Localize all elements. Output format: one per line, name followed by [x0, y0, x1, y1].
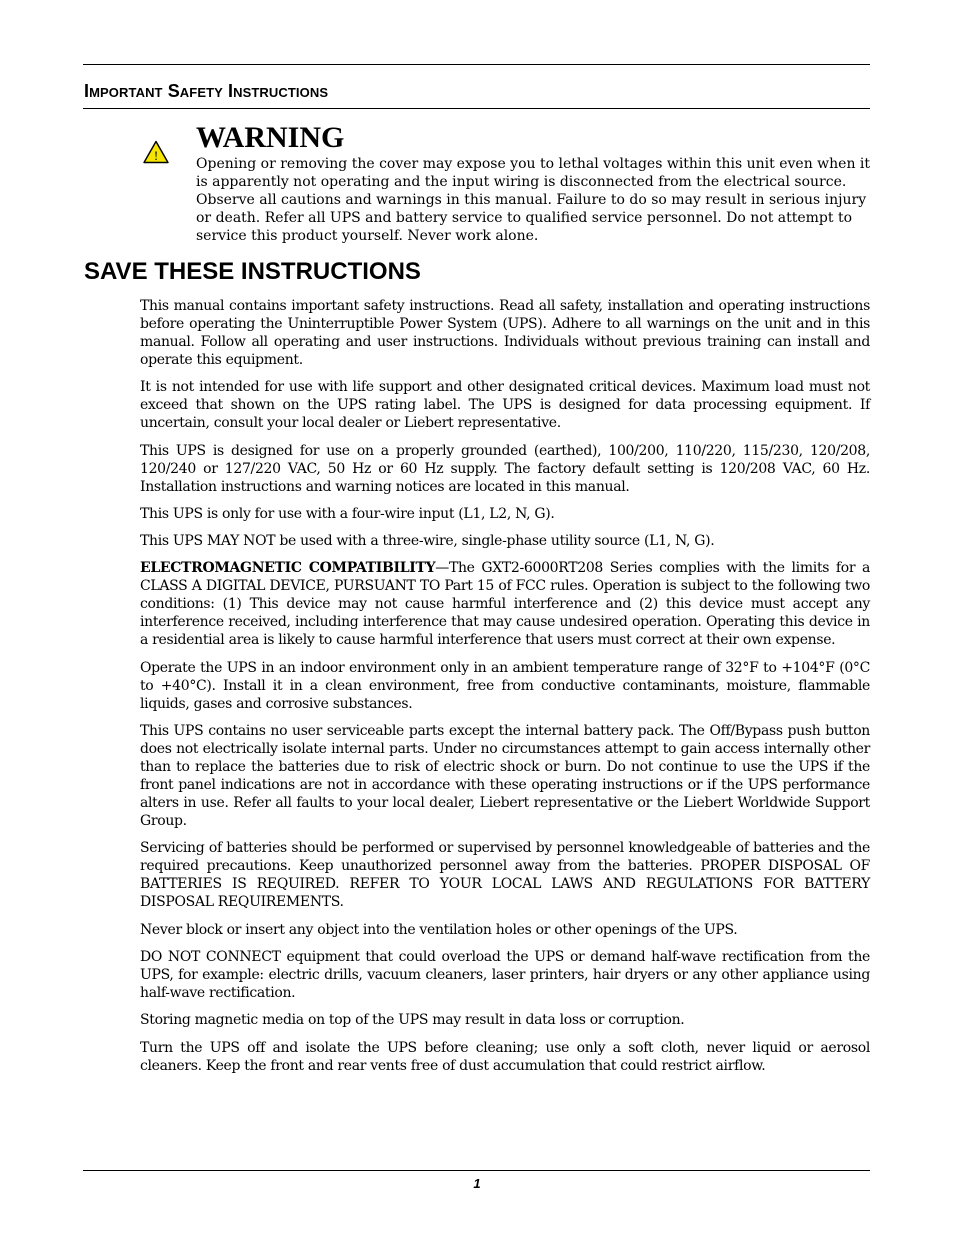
- paragraph-emc: [140, 559, 870, 649]
- paragraph-four-wire: This UPS is only for use with a four-wire input (L1, L2, N, G).: [140, 505, 555, 522]
- section-title: Important Safety Instructions: [84, 81, 329, 101]
- paragraph-life-support: It is not intended for use with life support and other designated critical devices. Maximum load must not exceed that shown on the UPS rating label. The UPS is designed for data processing equipment. If uncertain, consult your local dealer or Liebert representative.: [140, 379, 870, 432]
- warning-exclamation: !: [153, 148, 159, 163]
- paragraph-environment: Operate the UPS in an indoor environment only in an ambient temperature range of 32°F to +104°F (0°C to +40°C). Install it in a clean environment, free from conductive contaminants, moisture, flammable liquids, gases and corrosive substances.: [140, 659, 870, 712]
- paragraph-cleaning: Turn the UPS off and isolate the UPS before cleaning; use only a soft cloth, never liquid or aerosol cleaners. Keep the front and rear vents free of dust accumulation that could restrict airflow.: [140, 1039, 870, 1074]
- paragraph-serviceable-parts: This UPS contains no user serviceable parts except the internal battery pack. The Off/Bypass push button does not electrically isolate internal parts. Under no circumstances attempt to gain access internally other than to replace the batteries due to risk of electric shock or burn. Do not continue to use the UPS if the front panel indications are not in accordance with these operating instructions or if the UPS performance alters in use. Refer all faults to your local dealer, Liebert representative or the Liebert Worldwide Support Group.: [140, 723, 870, 830]
- paragraph-grounding: This UPS is designed for use on a properly grounded (earthed), 100/200, 110/220, 115/230, 120/208, 120/240 or 127/220 VAC, 50 Hz or 60 Hz supply. The factory default setting is 120/208 VAC, 60 Hz. Installation instructions and warning notices are located in this manual.: [140, 442, 870, 495]
- emc-text: —The GXT2-6000RT208 Series complies with the limits for a CLASS A DIGITAL DEVICE, PURSUANT TO Part 15 of FCC rules. Operation is subject to the following two conditions: (1) This device may not cause harmful interference and (2) this device must accept any interference received, including interference that may cause undesired operation. Operating this device in a residential area is likely to cause harmful interference that users must correct at their own expense.: [140, 560, 870, 649]
- emc-label: ELECTROMAGNETIC COMPATIBILITY: [140, 560, 436, 577]
- instructions-body: [140, 297, 870, 1084]
- paragraph-ventilation: Never block or insert any object into the ventilation holes or other openings of the UPS.: [140, 921, 738, 938]
- paragraph-batteries: Servicing of batteries should be performed or supervised by personnel knowledgeable of batteries and the required precautions. Keep unauthorized personnel away from the batteries. PROPER DISPOSAL OF BATTERIES IS REQUIRED. REFER TO YOUR LOCAL LAWS AND REGULATIONS FOR BATTERY DISPOSAL REQUIREMENTS.: [140, 840, 870, 911]
- header-top-rule: [83, 64, 870, 65]
- footer-rule: [83, 1170, 870, 1171]
- save-instructions-title: SAVE THESE INSTRUCTIONS: [84, 258, 421, 285]
- paragraph-manual: This manual contains important safety instructions. Read all safety, installation and operating instructions before operating the Uninterruptible Power System (UPS). Adhere to all warnings on the unit and in this manual. Follow all operating and user instructions. Individuals without previous training can install and operate this equipment.: [140, 298, 870, 368]
- warning-title: WARNING: [196, 121, 345, 154]
- page-number: 1: [473, 1176, 481, 1191]
- paragraph-magnetic-media: Storing magnetic media on top of the UPS may result in data loss or corruption.: [140, 1012, 685, 1029]
- warning-triangle-icon: [140, 140, 186, 164]
- warning-text: Opening or removing the cover may expose you to lethal voltages within this unit even when it is apparently not operating and the input wiring is disconnected from the electrical source. Observe all cautions and warnings in this manual. Failure to do so may result in serious injury or death. Refer all UPS and battery service to qualified service personnel. Do not attempt to service this product yourself. Never work alone.: [196, 156, 871, 244]
- paragraph-three-wire: This UPS MAY NOT be used with a three-wire, single-phase utility source (L1, N, G).: [140, 533, 715, 550]
- paragraph-do-not-connect: DO NOT CONNECT equipment that could overload the UPS or demand half-wave rectification from the UPS, for example: electric drills, vacuum cleaners, laser printers, hair dryers or any other appliance using half-wave rectification.: [140, 948, 870, 1001]
- header-bottom-rule: [83, 108, 870, 109]
